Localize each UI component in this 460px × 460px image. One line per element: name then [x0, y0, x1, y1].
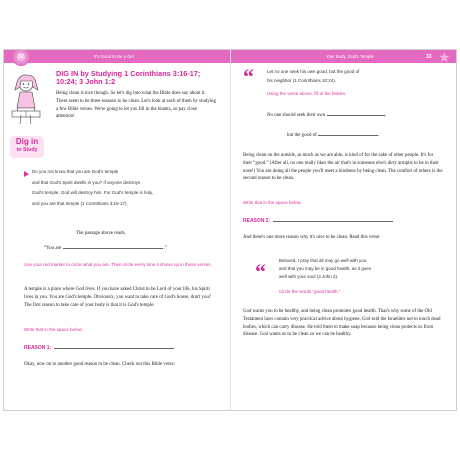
reason-1-row [24, 345, 174, 351]
verse-arrow-icon [24, 171, 29, 177]
quote-line: and that you may be in good health, as it goes [279, 266, 372, 272]
right-page-header [231, 50, 457, 63]
dig-in-badge [10, 136, 44, 158]
fill-blank-1: No one should seek their own , [267, 113, 386, 118]
body-1-write-instruction: Write that in the space below. [243, 200, 302, 205]
verse-line: Do you not know that you are God's temple [32, 169, 119, 174]
right-page [231, 50, 457, 410]
fill-blank-2: but the good of . [287, 133, 380, 138]
reason-1-label: REASON 1: [24, 345, 52, 351]
verse-block [32, 167, 212, 209]
reason-1-blank[interactable] [54, 348, 174, 349]
temple-write-instruction: Write that in the space below. [24, 327, 83, 332]
quote-line: well with your soul (3 John 2). [279, 274, 339, 280]
quote-line: Let no one seek his own good, but the good of [267, 69, 360, 74]
verse-line: God's temple, God will destroy him. For God's temple is holy, [32, 190, 154, 195]
dig-badge-line2: to Study [16, 147, 38, 153]
answer-blank[interactable] [327, 115, 385, 116]
star-icon: ★ [438, 49, 451, 65]
answer-blank[interactable] [318, 135, 378, 136]
reason-2-row [243, 218, 393, 224]
page-number: 33 [426, 53, 432, 60]
quote-mark-icon: “ [255, 259, 266, 284]
quote-2 [279, 257, 449, 282]
dig-badge-line1: Dig in [15, 137, 39, 146]
fill-in-you-are [44, 245, 167, 253]
reason-2-blank[interactable] [273, 221, 393, 222]
passage-intro: The passage above reads, [76, 231, 126, 236]
quote-1 [267, 67, 447, 85]
body-paragraph-3: God wants you to be healthy, and being clean promotes good health. That's why some of the Old Testament laws contain very practical advice about hygiene. God told the Israelites not to touch dead bodies, which can carry disease. He told them to make soap because being clean protects us from disease. God wants us to be clean so we can be healthy. [243, 309, 441, 338]
fill-end-text: .” [163, 246, 168, 251]
left-page-header [4, 50, 230, 63]
quote-1-instruction: Using the verse above, fill in the blanks. [267, 91, 347, 96]
girl-reading-bible-illustration [8, 72, 46, 142]
answer-blank[interactable] [63, 248, 163, 249]
verse-line: and you are that temple (1 Corinthians 3:16-17). [32, 200, 128, 206]
quote-line: Beloved, I pray that all may go well with you [279, 258, 367, 263]
fill-1-text: No one should seek their own [267, 113, 326, 118]
book-spread [3, 49, 457, 411]
body-paragraph-2: And there's one more reason why it's nice to be clean. Read this verse: [243, 235, 381, 240]
reason-2-label: REASON 2: [243, 218, 271, 224]
left-page [4, 50, 231, 410]
fill-2-text: but the good of [287, 133, 317, 138]
running-title: Your Body, God's Temple [326, 54, 374, 59]
fill-start-text: “You are [44, 246, 62, 251]
temple-paragraph: A temple is a place where God lives. If you have asked Christ to be Lord of your life, his Spirit lives in you. You are God's temple. Obviously, you want to take care of God's house, don't you? The first reason to take care of your body is that it is God's temple. [24, 287, 212, 308]
verse-line: and that God's Spirit dwells in you? If anyone destroys [32, 179, 141, 185]
body-paragraph-1: Being clean on the outside, as much as we are able, is kind of for the sake of other people. It's for their “good.” (After all, no one really likes the air that's in someone else's dirty armpits to be in their nose!) You are doing all the people you'll meet a kindness by being clean. The comfort of others is the second reason to be clean. [243, 153, 443, 182]
page-number: 32 [18, 53, 24, 60]
closing-paragraph: Okay, now on to another good reason to be clean. Check out this Bible verse: [24, 362, 175, 367]
marker-instruction: Use your red marker to circle what you are. Then circle every time it shows up in those verses. [24, 262, 212, 267]
quote-line: his neighbor (1 Corinthians 10:24). [267, 78, 337, 83]
running-title: It's Good to Be a Girl [94, 54, 134, 59]
quote-mark-icon: “ [243, 64, 254, 89]
section-heading: DIG IN by Studying 1 Corinthians 3:16-17; 10:24; 3 John 1:2 [56, 69, 201, 87]
quote-2-instruction: Circle the words “good health.” [279, 289, 341, 294]
intro-paragraph: Being clean is nice though. So let's dig into what the Bible does say about it. There seem to be three reasons to be clean. Let's look at each of them by studying a few Bible verses. We're going to let you fill in the blanks, so pay close attention! [56, 91, 216, 120]
